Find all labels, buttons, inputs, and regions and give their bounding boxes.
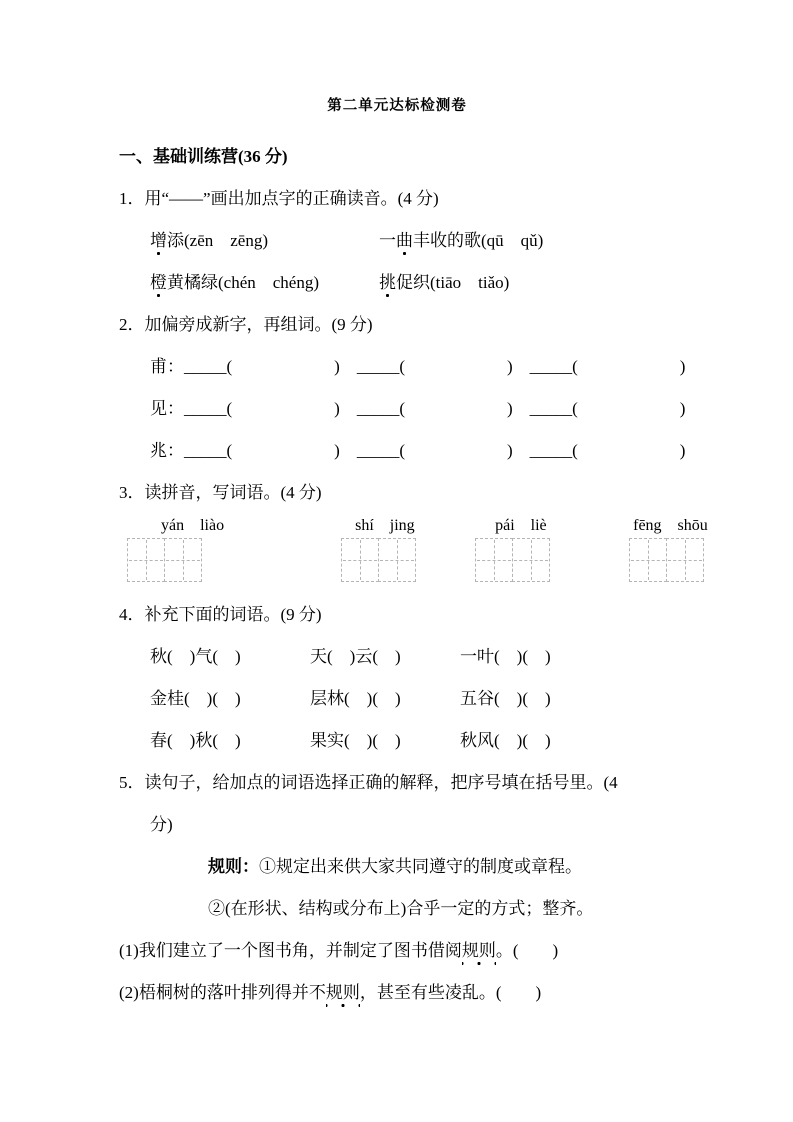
q2-row: 甫：_____( ) _____( ) _____( ): [150, 357, 686, 376]
q3-prompt: 3．读拼音，写词语。(4 分): [119, 483, 322, 502]
pinyin-column: [629, 514, 708, 582]
writing-grid: [475, 538, 550, 582]
q1-item: [379, 220, 543, 262]
pinyin-label: shí jing: [355, 517, 415, 534]
q1-item: [150, 262, 379, 304]
grid-cell: [512, 538, 550, 582]
q1-item-post: 促织(tiāo tiǎo): [396, 273, 510, 292]
pinyin-writing-block: [127, 514, 708, 582]
q4-row-1: [119, 636, 675, 678]
q4-prompt: 4．补充下面的词语。(9 分): [119, 605, 322, 624]
q2-row: 见：_____( ) _____( ) _____( ): [150, 399, 686, 418]
writing-grid: [629, 538, 708, 582]
q5-prompt-line1: 5．读句子，给加点的词语选择正确的解释，把序号填在括号里。(4: [119, 773, 618, 792]
pinyin-column: [341, 514, 416, 582]
q4-cell: 秋风( )( ): [460, 731, 551, 750]
pinyin-label: yán liào: [161, 517, 225, 534]
section-heading: 一、基础训练营(36 分): [119, 147, 288, 166]
q4-row-3: [119, 720, 675, 762]
emphasized-char: 增: [150, 231, 167, 256]
q1-item-post: 黄橘绿(chén chéng): [167, 273, 320, 292]
emphasized-char: 橙: [150, 273, 167, 298]
emphasized-word: 规则: [462, 941, 496, 966]
q4-row-2: [119, 678, 675, 720]
grid-cell: [629, 538, 667, 582]
definition-text: ②(在形状、结构或分布上)合乎一定的方式；整齐。: [208, 899, 594, 918]
page-title: 第二单元达标检测卷: [327, 98, 467, 114]
q1-row-1: [119, 220, 675, 262]
q1-item-pre: 一: [379, 231, 396, 250]
emphasized-char: 曲: [396, 231, 413, 256]
pinyin-label: pái liè: [495, 517, 547, 534]
q4-cell: 秋( )气( ): [150, 647, 241, 666]
definition-text: ①规定出来供大家共同遵守的制度或章程。: [259, 857, 582, 876]
pinyin-column: [475, 514, 550, 582]
definition-label: 规则：: [208, 857, 259, 876]
q4-cell: 一叶( )( ): [460, 647, 551, 666]
q5-prompt-line2: 分): [150, 815, 173, 834]
grid-cell: [475, 538, 513, 582]
writing-grid: [127, 538, 224, 582]
q1-item-post: 丰收的歌(qū qǔ): [413, 231, 544, 250]
q1-item-post: 添(zēn zēng): [167, 231, 269, 250]
q4-cell: 果实( )( ): [310, 731, 401, 750]
writing-grid: [341, 538, 416, 582]
sentence-line: [119, 972, 675, 1014]
grid-cell: [666, 538, 704, 582]
pinyin-label: fēng shōu: [633, 517, 708, 534]
q4-cell: 层林( )( ): [310, 689, 401, 708]
q1-item: [150, 220, 379, 262]
q1-item: [379, 262, 509, 304]
sentence-pre: (1)我们建立了一个图书角，并制定了图书借阅: [119, 941, 462, 960]
q2-prompt: 2．加偏旁成新字，再组词。(9 分): [119, 315, 373, 334]
emphasized-char: 挑: [379, 273, 396, 298]
q1-row-2: [119, 262, 675, 304]
sentence-line: [119, 930, 675, 972]
definition-line: [119, 888, 675, 930]
q2-row: 兆：_____( ) _____( ) _____( ): [150, 441, 686, 460]
q4-cell: 天( )云( ): [310, 647, 401, 666]
definition-line: [119, 846, 675, 888]
grid-cell: [378, 538, 416, 582]
q4-cell: 春( )秋( ): [150, 731, 241, 750]
grid-cell: [341, 538, 379, 582]
sentence-post: ，甚至有些凌乱。( ): [359, 983, 542, 1002]
sentence-pre: (2)梧桐树的落叶排列得并不: [119, 983, 326, 1002]
q4-cell: 五谷( )( ): [460, 689, 551, 708]
grid-cell: [127, 538, 165, 582]
grid-cell: [164, 538, 202, 582]
q4-cell: 金桂( )( ): [150, 689, 241, 708]
q1-prompt: 1．用“——”画出加点字的正确读音。(4 分): [119, 189, 439, 208]
emphasized-word: 规则: [326, 983, 360, 1008]
sentence-post: 。( ): [495, 941, 559, 960]
pinyin-column: [127, 514, 224, 582]
